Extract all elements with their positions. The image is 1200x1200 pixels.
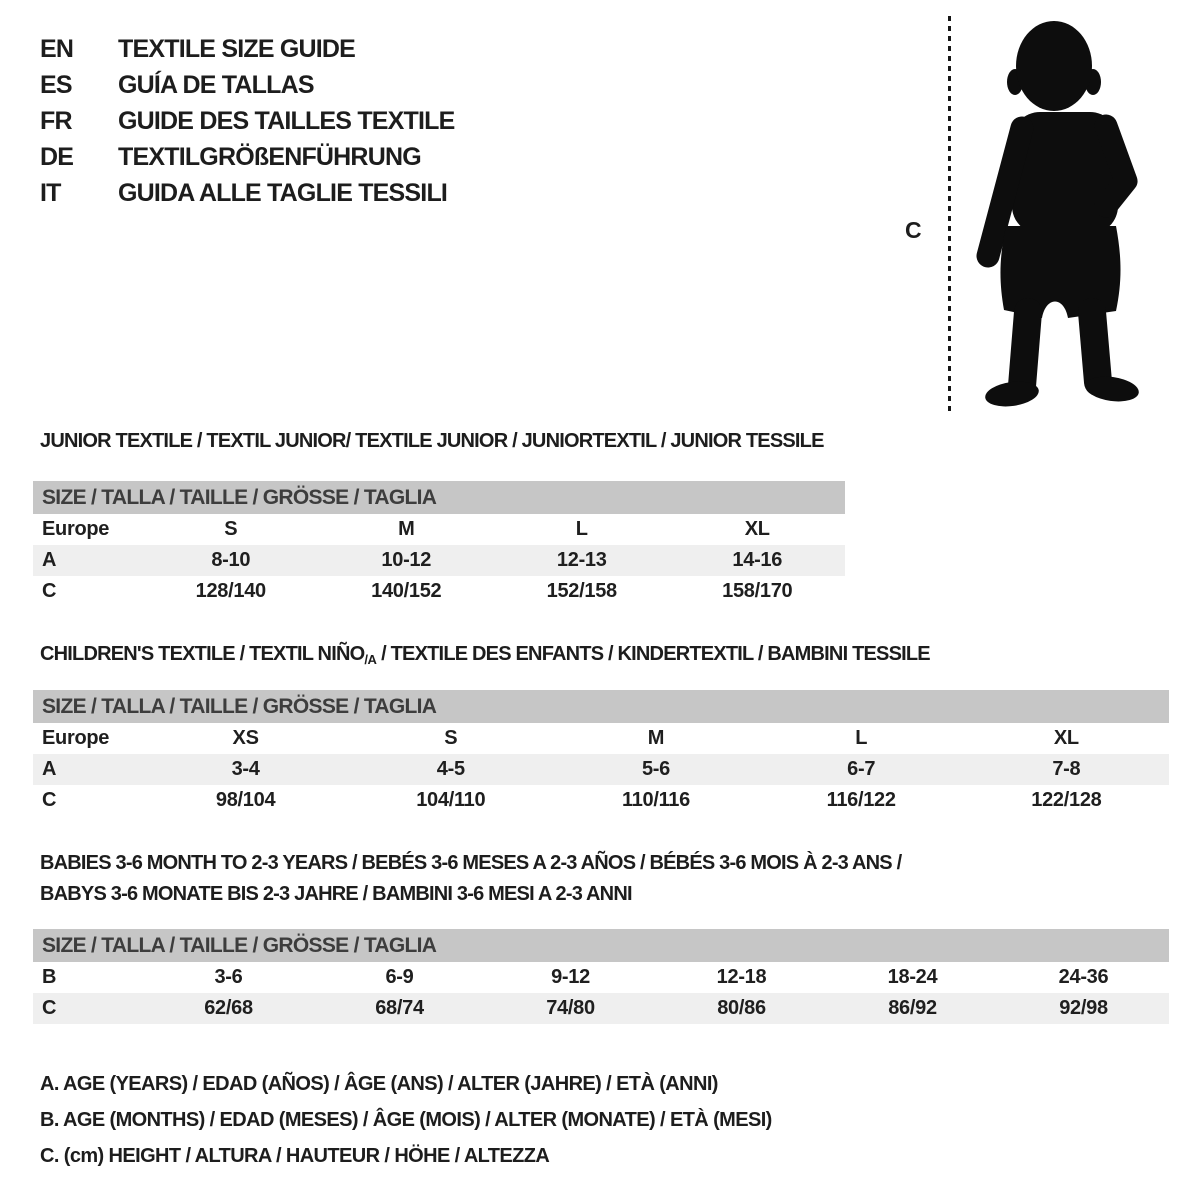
- children-heading-subscript: /A: [364, 652, 377, 667]
- cell-value: 128/140: [195, 580, 266, 602]
- cell-value: 6-7: [759, 754, 964, 785]
- row-label: A: [33, 754, 143, 785]
- cell-value: S: [444, 727, 458, 749]
- size-header-bar: SIZE / TALLA / TAILLE / GRÖSSE / TAGLIA: [33, 481, 845, 514]
- height-measure-label: C: [905, 217, 922, 243]
- table-row-a: [33, 754, 1169, 785]
- guide-title: GUIDE DES TAILLES TEXTILE: [118, 106, 455, 135]
- cell-value: 12-18: [716, 966, 767, 988]
- cell-value: 12-13: [494, 545, 670, 576]
- cell-value: 104/110: [416, 789, 486, 811]
- babies-size-table: [33, 929, 1169, 1024]
- guide-title: GUÍA DE TALLAS: [118, 70, 314, 99]
- table-row-c: [33, 576, 845, 607]
- cell-value: 6-9: [385, 966, 414, 988]
- table-row-b: [33, 962, 1169, 993]
- cell-value: 24-36: [1058, 966, 1109, 988]
- cell-value: 4-5: [348, 754, 553, 785]
- children-heading-text-tail: / TEXTILE DES ENFANTS / KINDERTEXTIL / BAMBINI TESSILE: [376, 643, 930, 665]
- cell-value: M: [398, 518, 415, 540]
- language-title-list: [40, 31, 455, 211]
- cell-value: XS: [232, 727, 259, 749]
- row-label: C: [42, 580, 57, 602]
- table-row-europe: [33, 723, 1169, 754]
- cell-value: 98/104: [215, 789, 276, 811]
- legend-line-b: B. AGE (MONTHS) / EDAD (MESES) / ÂGE (MOIS) / ALTER (MONATE) / ETÀ (MESI): [40, 1108, 772, 1131]
- table-row-c: [33, 785, 1169, 816]
- cell-value: 5-6: [553, 754, 758, 785]
- language-code: ES: [40, 70, 72, 99]
- guide-title: TEXTILGRÖßENFÜHRUNG: [118, 142, 421, 171]
- size-header-bar: SIZE / TALLA / TAILLE / GRÖSSE / TAGLIA: [33, 690, 1169, 723]
- cell-value: 3-4: [143, 754, 348, 785]
- table-row-a: [33, 545, 845, 576]
- row-label: A: [33, 545, 143, 576]
- cell-value: L: [575, 518, 588, 540]
- cell-value: 92/98: [998, 993, 1169, 1024]
- height-dashed-line: [948, 16, 951, 416]
- row-label: C: [33, 993, 143, 1024]
- cell-value: L: [855, 727, 868, 749]
- cell-value: 86/92: [827, 993, 998, 1024]
- children-section-heading: [40, 643, 930, 667]
- cell-value: M: [647, 727, 665, 749]
- size-header-bar: SIZE / TALLA / TAILLE / GRÖSSE / TAGLIA: [33, 929, 1169, 962]
- language-row-en: [40, 31, 455, 67]
- row-label: Europe: [42, 727, 110, 749]
- cell-value: XL: [744, 518, 770, 540]
- cell-value: 68/74: [314, 993, 485, 1024]
- row-label: B: [42, 966, 57, 988]
- row-label: C: [42, 789, 57, 811]
- cell-value: 9-12: [551, 966, 590, 988]
- table-row-c: [33, 993, 1169, 1024]
- babies-section-heading: [40, 848, 901, 910]
- language-code: EN: [40, 34, 74, 63]
- guide-title: TEXTILE SIZE GUIDE: [118, 34, 356, 63]
- cell-value: 80/86: [656, 993, 827, 1024]
- babies-heading-line1: BABIES 3-6 MONTH TO 2-3 YEARS / BEBÉS 3-6 MESES A 2-3 AÑOS / BÉBÉS 3-6 MOIS À 2-3 ANS /: [40, 852, 902, 874]
- measure-legend: [40, 1066, 772, 1174]
- cell-value: 62/68: [143, 993, 314, 1024]
- children-heading-text: CHILDREN'S TEXTILE / TEXTIL NIÑO: [40, 643, 365, 665]
- table-row-europe: [33, 514, 845, 545]
- language-code: FR: [40, 106, 72, 135]
- cell-value: 18-24: [887, 966, 938, 988]
- language-row-fr: [40, 103, 455, 139]
- junior-size-table: [33, 481, 845, 607]
- cell-value: 3-6: [214, 966, 243, 988]
- cell-value: 110/116: [621, 789, 690, 811]
- language-row-de: [40, 139, 455, 175]
- cell-value: 74/80: [485, 993, 656, 1024]
- legend-line-c: C. (cm) HEIGHT / ALTURA / HAUTEUR / HÖHE / ALTEZZA: [40, 1144, 550, 1167]
- language-code: DE: [40, 142, 74, 171]
- language-code: IT: [40, 178, 61, 207]
- cell-value: 14-16: [670, 545, 846, 576]
- legend-line-a: A. AGE (YEARS) / EDAD (AÑOS) / ÂGE (ANS) / ALTER (JAHRE) / ETÀ (ANNI): [40, 1072, 718, 1095]
- toddler-silhouette-icon: [966, 16, 1150, 420]
- language-row-it: [40, 175, 455, 211]
- junior-section-heading: JUNIOR TEXTILE / TEXTIL JUNIOR/ TEXTILE JUNIOR / JUNIORTEXTIL / JUNIOR TESSILE: [40, 430, 824, 452]
- cell-value: 140/152: [371, 580, 442, 602]
- children-size-table: [33, 690, 1169, 816]
- cell-value: 152/158: [546, 580, 617, 602]
- cell-value: 8-10: [143, 545, 319, 576]
- row-label: Europe: [42, 518, 110, 540]
- cell-value: 122/128: [1031, 789, 1102, 811]
- babies-heading-line2: BABYS 3-6 MONATE BIS 2-3 JAHRE / BAMBINI 3-6 MESI A 2-3 ANNI: [40, 883, 632, 905]
- cell-value: XL: [1053, 727, 1079, 749]
- cell-value: 116/122: [826, 789, 896, 811]
- cell-value: 10-12: [319, 545, 495, 576]
- cell-value: S: [224, 518, 238, 540]
- language-row-es: [40, 67, 455, 103]
- guide-title: GUIDA ALLE TAGLIE TESSILI: [118, 178, 448, 207]
- cell-value: 158/170: [722, 580, 793, 602]
- cell-value: 7-8: [964, 754, 1169, 785]
